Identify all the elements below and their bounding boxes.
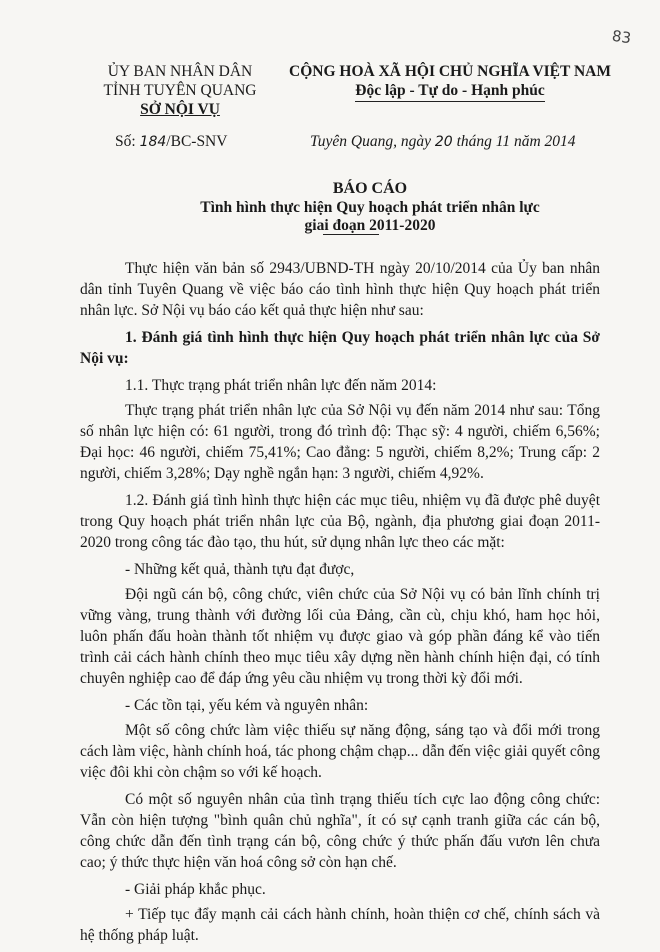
country-name: CỘNG HOÀ XÃ HỘI CHỦ NGHĨA VIỆT NAM [289, 63, 611, 80]
paragraph-shortcomings: Một số công chức làm việc thiếu sự năng động, sáng tạo và đổi mới trong cách làm việc, hành chính hoá, tác phong chậm chạp... dẫn đến việc giải quyết công việc đôi khi còn chậm so với kế hoạch. [80, 722, 600, 781]
report-body [80, 258, 600, 952]
document-date [310, 133, 576, 151]
doc-number-handwritten: 184 [139, 134, 167, 150]
doc-number-prefix: Số: [115, 133, 140, 150]
paragraph-workforce-status: Thực trạng phát triển nhân lực của Sở Nội vụ đến năm 2014 như sau: Tổng số nhân lực hiện có: 61 người, trong đó trình độ: Thạc sỹ: 4 người, chiếm 6,56%; Đại học: 46 người, chiếm 75,41%; Cao đẳng: 5 người, chiếm 8,2%; Trung cấp: 2 người, chiếm 3,28%; Dạy nghề ngắn hạn: 3 người, chiếm 4,92%. [80, 402, 600, 482]
subsection-1-1: 1.1. Thực trạng phát triển nhân lực đến năm 2014: [125, 377, 437, 394]
title-line-1: BÁO CÁO [332, 180, 408, 197]
title-line-2: Tình hình thực hiện Quy hoạch phát triển nhân lực [200, 199, 540, 216]
motto: Độc lập - Tự do - Hạnh phúc [355, 81, 544, 102]
subsection-1-2: 1.2. Đánh giá tình hình thực hiện các mục tiêu, nhiệm vụ đã được phê duyệt trong Quy hoạch phát triển nhân lực của Bộ, ngành, địa phương giai đoạn 2011-2020 trong công tác đào tạo, thu hút, sử dụng nhân lực theo các mặt: [80, 492, 600, 551]
agency-line-1: ỦY BAN NHÂN DÂN [107, 63, 253, 80]
list-item-solutions: - Giải pháp khắc phục. [125, 881, 266, 898]
paragraph-causes: Có một số nguyên nhân của tình trạng thiếu tích cực lao động công chức: Vẫn còn hiện tượng "bình quân chủ nghĩa", ít có sự cạnh tranh giữa các cán bộ, công chức dẫn đến tình trạng cán bộ, công chức ý thức phấn đấu vươn lên chưa cao; ý thức thực hiện văn hoá công sở còn hạn chế. [80, 791, 600, 871]
national-motto-block [280, 62, 620, 102]
list-item-achievements: - Những kết quả, thành tựu đạt được, [125, 561, 355, 578]
title-line-3: giai đoạn 2011-2020 [304, 217, 436, 234]
date-prefix: Tuyên Quang, ngày [310, 133, 435, 150]
list-item-shortcomings: - Các tồn tại, yếu kém và nguyên nhân: [125, 697, 369, 714]
date-handwritten-day: 20 [434, 134, 453, 150]
handwritten-page-number: 83 [610, 26, 633, 48]
date-suffix: tháng 11 năm 2014 [452, 133, 576, 150]
paragraph-achievements: Đội ngũ cán bộ, công chức, viên chức của Sở Nội vụ có bản lĩnh chính trị vững vàng, trung thành với đường lối của Đảng, cần cù, chịu khó, ham học hỏi, luôn phấn đấu hoàn thành tốt nhiệm vụ được giao và góp phần đáng kể vào tiến trình cải cách hành chính theo mục tiêu xây dựng nền hành chính hiện đại, có tính chuyên nghiệp cao để đáp ứng yêu cầu nhiệm vụ trong thời kỳ đổi mới. [80, 586, 600, 687]
doc-number-suffix: /BC-SNV [166, 133, 228, 150]
title-divider [323, 234, 379, 235]
paragraph-intro: Thực hiện văn bản số 2943/UBND-TH ngày 20/10/2014 của Ủy ban nhân dân tỉnh Tuyên Quang về việc báo cáo tình hình thực hiện Quy hoạch phát triển nhân lực. Sở Nội vụ báo cáo kết quả thực hiện như sau: [80, 260, 600, 319]
section-heading-1: 1. Đánh giá tình hình thực hiện Quy hoạch phát triển nhân lực của Sở Nội vụ: [80, 329, 600, 367]
report-title [80, 180, 660, 235]
document-number [115, 133, 227, 151]
issuing-agency-block [80, 62, 280, 119]
paragraph-solution-1: + Tiếp tục đẩy mạnh cải cách hành chính, hoàn thiện cơ chế, chính sách và hệ thống pháp luật. [80, 906, 600, 944]
agency-line-2: TỈNH TUYÊN QUANG [103, 82, 257, 99]
agency-line-3: SỞ NỘI VỤ [140, 101, 220, 118]
